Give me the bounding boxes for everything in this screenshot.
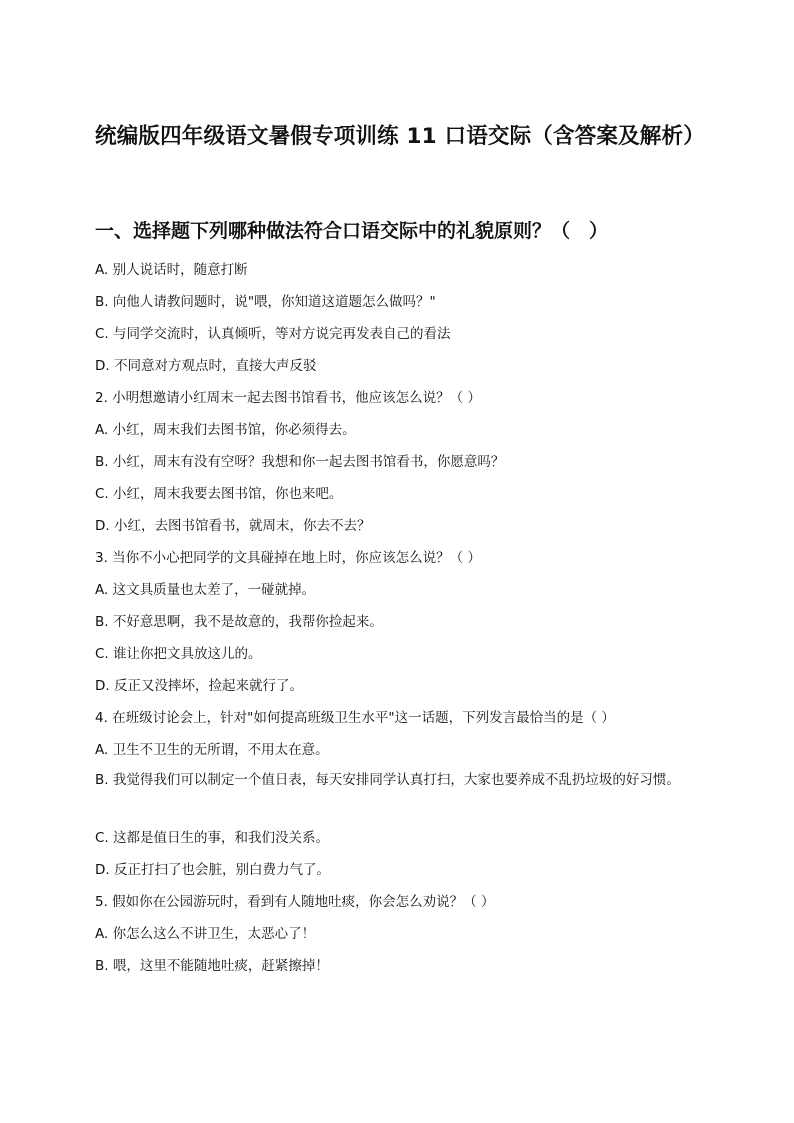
q3-option-d: D. 反正又没摔坏，捡起来就行了。 — [95, 678, 303, 694]
q2-stem: 2. 小明想邀请小红周末一起去图书馆看书，他应该怎么说？（ ） — [95, 390, 481, 406]
q1-option-b: B. 向他人请教问题时，说"喂，你知道这道题怎么做吗？" — [95, 294, 436, 310]
q1-option-d: D. 不同意对方观点时，直接大声反驳 — [95, 358, 317, 374]
q4-option-b: B. 我觉得我们可以制定一个值日表，每天安排同学认真打扫，大家也要养成不乱扔垃圾的好习惯。 — [95, 772, 680, 788]
q2-option-b: B. 小红，周末有没有空呀？我想和你一起去图书馆看书，你愿意吗？ — [95, 454, 505, 470]
q3-option-a: A. 这文具质量也太差了，一碰就掉。 — [95, 582, 316, 598]
q5-stem: 5. 假如你在公园游玩时，看到有人随地吐痰，你会怎么劝说？（ ） — [95, 894, 495, 910]
q4-stem: 4. 在班级讨论会上，针对"如何提高班级卫生水平"这一话题，下列发言最恰当的是（ ） — [95, 710, 615, 726]
q1-option-c: C. 与同学交流时，认真倾听，等对方说完再发表自己的看法 — [95, 326, 451, 342]
q4-option-d: D. 反正打扫了也会脏，别白费力气了。 — [95, 862, 330, 878]
q3-stem: 3. 当你不小心把同学的文具碰掉在地上时，你应该怎么说？（ ） — [95, 550, 481, 566]
q1-option-a: A. 别人说话时，随意打断 — [95, 262, 248, 278]
q2-option-d: D. 小红，去图书馆看书，就周末，你去不去？ — [95, 518, 371, 534]
q3-option-c: C. 谁让你把文具放这儿的。 — [95, 646, 262, 662]
q4-option-c: C. 这都是值日生的事，和我们没关系。 — [95, 830, 330, 846]
q2-option-a: A. 小红，周末我们去图书馆，你必须得去。 — [95, 422, 356, 438]
q3-option-b: B. 不好意思啊，我不是故意的，我帮你捡起来。 — [95, 614, 383, 630]
q4-option-a: A. 卫生不卫生的无所谓，不用太在意。 — [95, 742, 329, 758]
q5-option-b: B. 喂，这里不能随地吐痰，赶紧擦掉！ — [95, 958, 329, 974]
q2-option-c: C. 小红，周末我要去图书馆，你也来吧。 — [95, 486, 343, 502]
document-title: 统编版四年级语文暑假专项训练 11 口语交际（含答案及解析） — [95, 124, 705, 149]
section-heading: 一、选择题下列哪种做法符合口语交际中的礼貌原则？（ ） — [95, 220, 609, 242]
q5-option-a: A. 你怎么这么不讲卫生，太恶心了！ — [95, 926, 316, 942]
